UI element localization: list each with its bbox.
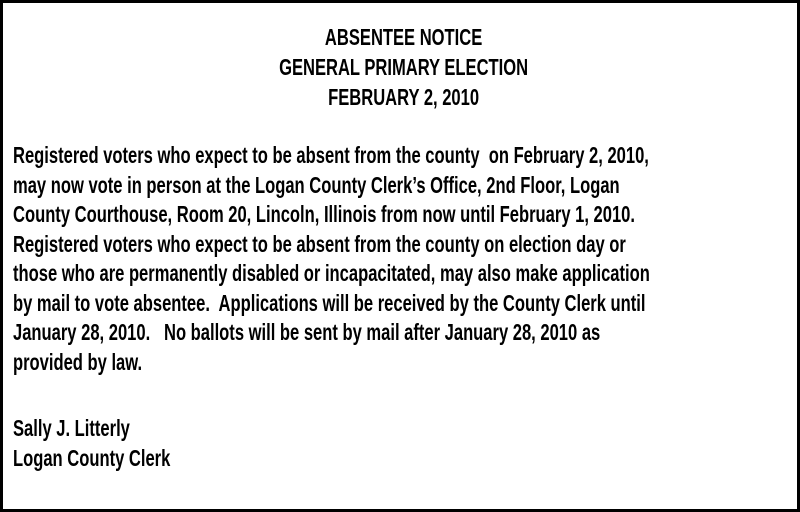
body-line-7: January 28, 2010. No ballots will be sent by mail after January 28, 2010 as: [13, 319, 601, 345]
notice-subtitle-date: FEBRUARY 2, 2010: [328, 84, 480, 110]
notice-signature-block: [13, 413, 794, 473]
notice-content: [13, 3, 794, 473]
signatory-name: Sally J. Litterly: [13, 415, 130, 441]
notice-subtitle-election: GENERAL PRIMARY ELECTION: [279, 54, 529, 80]
body-line-8: provided by law.: [13, 348, 143, 375]
notice-title: ABSENTEE NOTICE: [324, 24, 483, 50]
signatory-title: Logan County Clerk: [13, 445, 171, 471]
body-line-6: by mail to vote absentee. Applications will be received by the County Clerk until: [13, 289, 646, 316]
body-line-5: those who are permanently disabled or incapacitated, may also make application: [13, 260, 650, 286]
notice-header: [13, 22, 794, 112]
body-line-3: County Courthouse, Room 20, Lincoln, Illinois from now until February 1, 2010.: [13, 201, 635, 227]
body-line-1: Registered voters who expect to be absent from the county on February 2, 2010,: [13, 142, 649, 168]
body-line-4: Registered voters who expect to be absent from the county on election day or: [13, 230, 626, 257]
body-line-2: may now vote in person at the Logan County Clerk’s Office, 2nd Floor, Logan: [13, 171, 620, 198]
notice-body-paragraph: [13, 141, 794, 377]
